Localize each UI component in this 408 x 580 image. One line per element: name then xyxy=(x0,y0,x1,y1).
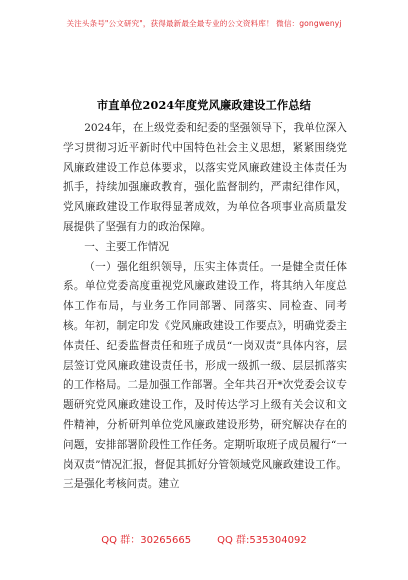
section-heading: 一、主要工作情况 xyxy=(84,240,169,253)
header-banner: 关注头条号"公文研究"，获得最新最全最专业的公文资料库！ 微信：gongwenyj xyxy=(66,19,342,28)
document-title: 市直单位2024年度党风廉政建设工作总结 xyxy=(96,98,312,112)
footer-qq-group-2: QQ 群:535304092 xyxy=(217,535,307,546)
footer-qq-group-1: QQ 群：30265665 xyxy=(101,535,192,546)
paragraph-organization: （一）强化组织领导，压实主体责任。一是健全责任体系。单位党委高度重视党风廉政建设工作，将其纳入年度总体工作布局，与业务工作同部署、同落实、同检查、同考核。年初，制定印发《党风廉政建设工作要点》，明确党委主体责任、纪委监督责任和班子成员“一岗双责”具体内容，层层签订党风廉政建设责任书，形成一级抓一级、层层抓落实的工作格局。二是加强工作部署。全年共召开*次党委会议专题研究党风廉政建设工作，及时传达学习上级有关会议和文件精神，分析研判单位党风廉政建设形势，研究解决存在的问题，安排部署阶段性工作任务。定期听取班子成员履行“一岗双责”情况汇报，督促其抓好分管领域党风廉政建设工作。三是强化考核问责。建立 xyxy=(63,260,347,491)
document-body xyxy=(63,119,347,495)
paragraph-intro: 2024年，在上级党委和纪委的坚强领导下，我单位深入学习贯彻习近平新时代中国特色社会主义思想，紧紧围绕党风廉政建设工作总体要求，以落实党风廉政建设主体责任为抓手，持续加强廉政教育，强化监督制约，严肃纪律作风，党风廉政建设工作取得显著成效，为单位各项事业高质量发展提供了坚强有力的政治保障。 xyxy=(63,122,347,233)
footer-contact xyxy=(0,531,408,546)
